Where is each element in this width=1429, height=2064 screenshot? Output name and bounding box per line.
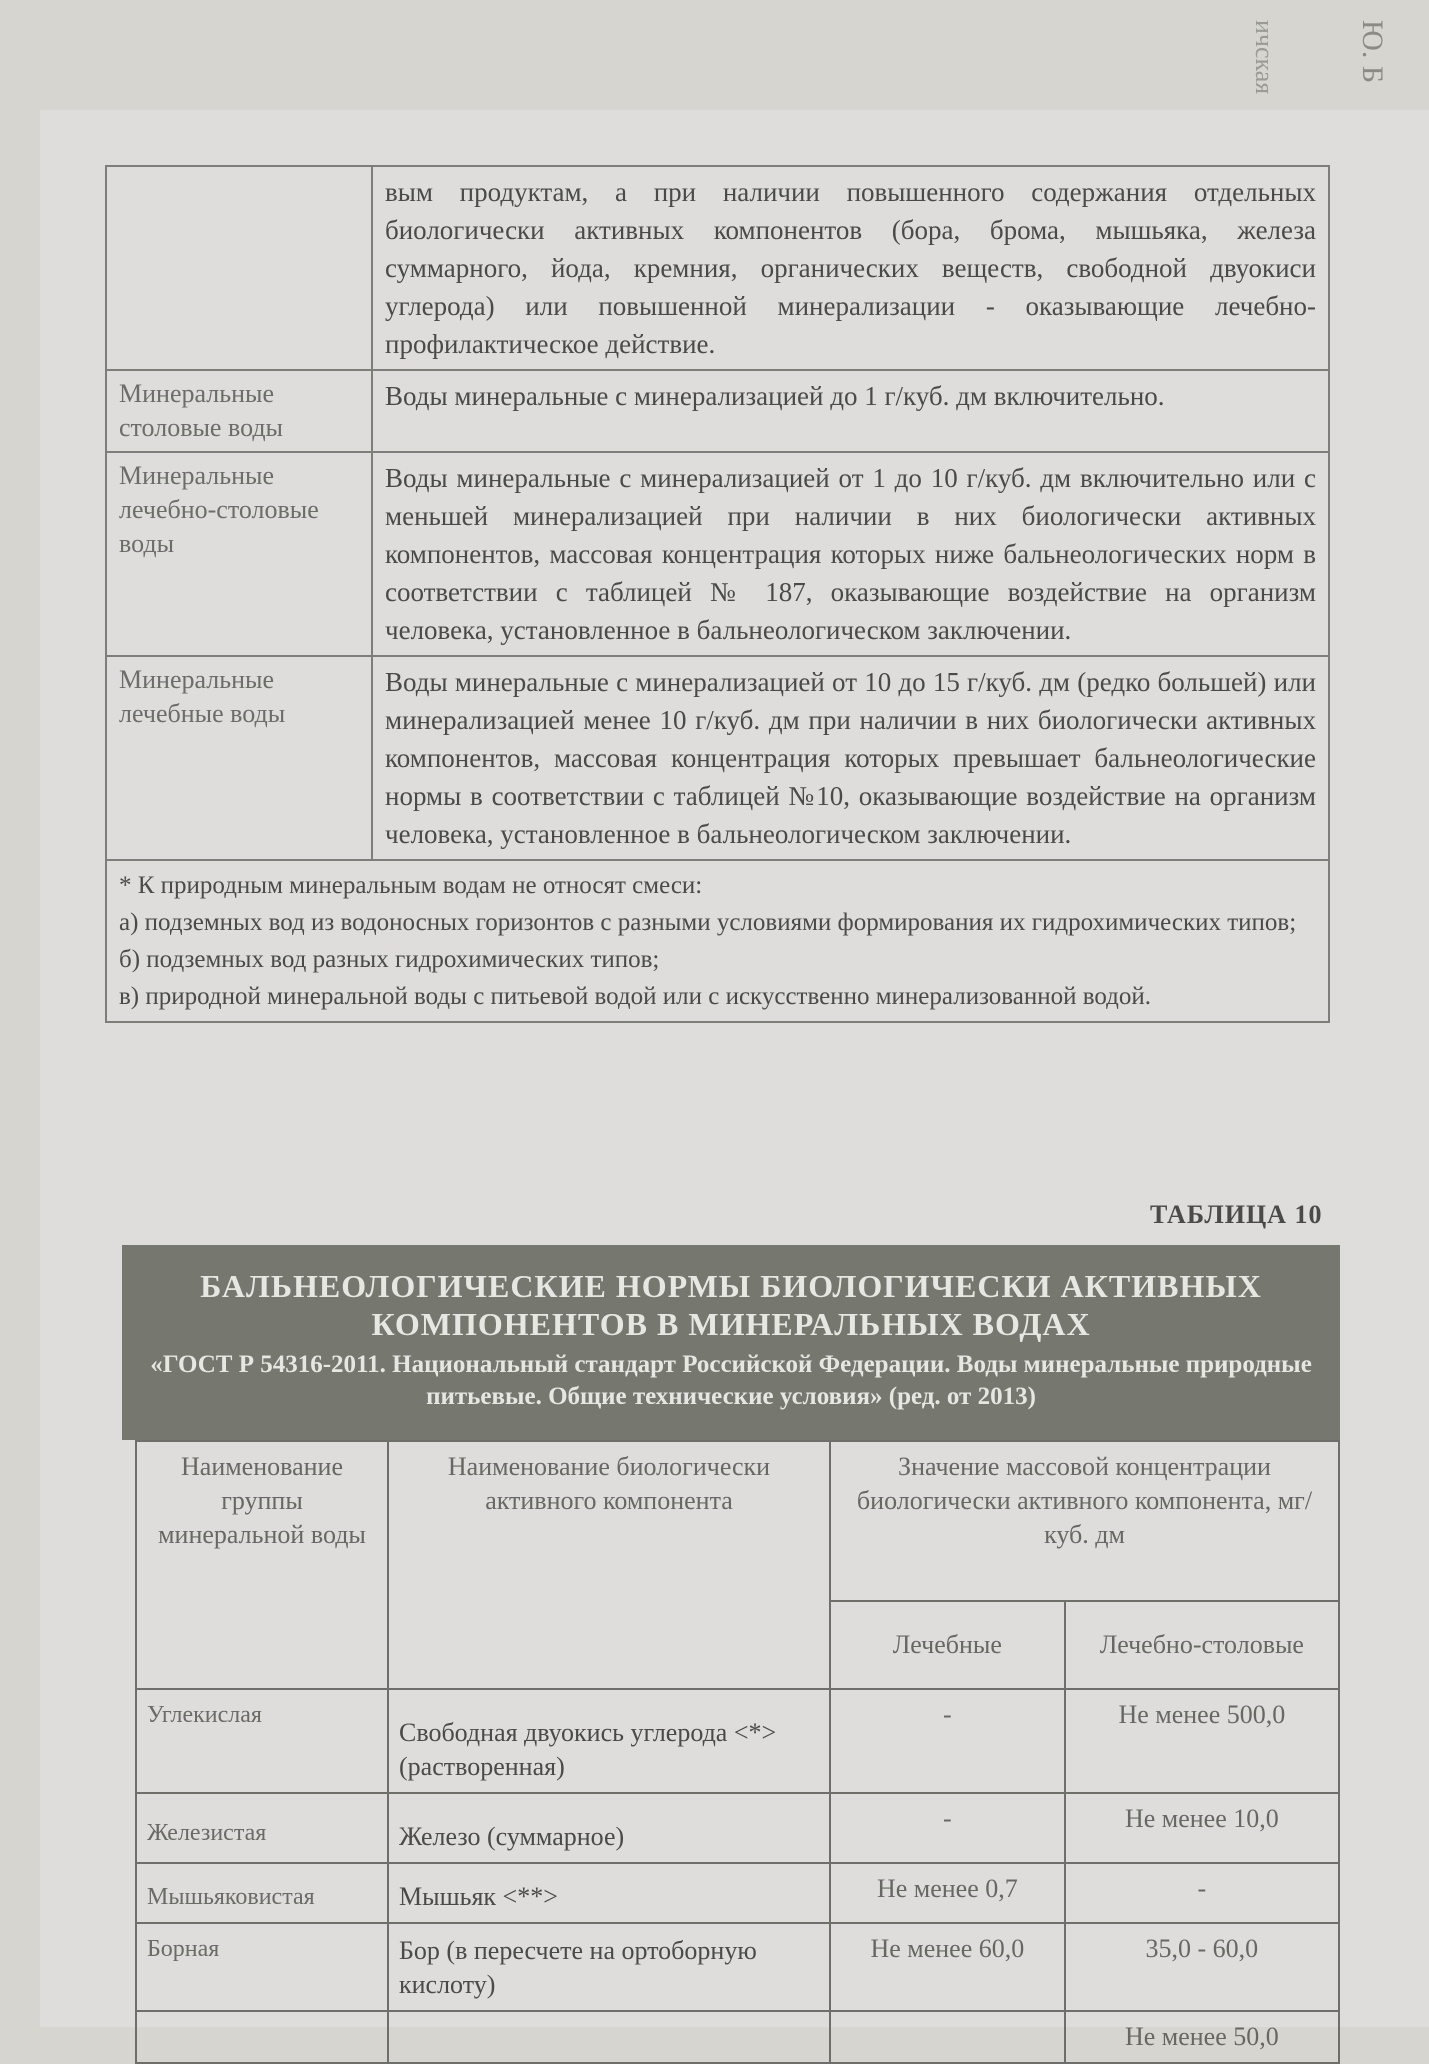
table-row <box>136 2011 1339 2063</box>
table-row <box>106 166 1329 370</box>
component-cell: Бор (в пересчете на ортоборную кислоту) <box>388 1923 830 2011</box>
table-row <box>106 656 1329 860</box>
definition-cell: Воды минеральные с минерализацией до 1 г/куб. дм включительно. <box>372 370 1329 452</box>
page-edge-side-text: ичская <box>1250 20 1279 95</box>
table-row <box>106 452 1329 656</box>
table-row <box>136 1923 1339 2011</box>
group-cell: Мышьяковистая <box>136 1863 388 1923</box>
header-group: Наименование группы минеральной воды <box>136 1441 388 1689</box>
header-medicinal: Лечебные <box>830 1601 1065 1689</box>
group-name-cell: Минеральные столовые воды <box>106 370 372 452</box>
header-row <box>136 1441 1339 1601</box>
definition-cell: Воды минеральные с минерализацией от 10 до 15 г/куб. дм (редко большей) или минерализацией менее 10 г/куб. дм при наличии в них биологически активных компонентов, массовая концентрация которых превышает бальнеологические нормы в соответствии с таблицей №10, оказывающие воздействие на организм человека, установленное в бальнеологическом заключении. <box>372 656 1329 860</box>
table-row <box>106 370 1329 452</box>
header-table-medicinal: Лечебно-столовые <box>1065 1601 1339 1689</box>
table-row <box>136 1689 1339 1793</box>
group-name-cell <box>106 166 372 370</box>
table-title-banner <box>122 1245 1340 1440</box>
table-medicinal-value: Не менее 50,0 <box>1065 2011 1339 2063</box>
table-row <box>136 1863 1339 1923</box>
header-component: Наименование биологически активного компонента <box>388 1441 830 1689</box>
footnote-line: а) подземных вод из водоносных горизонтов с разными условиями формирования их гидрохимических типов; <box>119 909 1297 936</box>
group-name-cell: Минеральные лечебные воды <box>106 656 372 860</box>
norms-table <box>135 1440 1340 2064</box>
page-edge-text: Ю. Б <box>1356 20 1389 84</box>
table-medicinal-value: Не менее 500,0 <box>1065 1689 1339 1793</box>
table-title: БАЛЬНЕОЛОГИЧЕСКИЕ НОРМЫ БИОЛОГИЧЕСКИ АКТИВНЫХ КОМПОНЕНТОВ В МИНЕРАЛЬНЫХ ВОДАХ <box>200 1268 1262 1342</box>
group-cell <box>136 2011 388 2063</box>
table-medicinal-value: - <box>1065 1863 1339 1923</box>
definitions-table <box>105 165 1330 1023</box>
table-medicinal-value: 35,0 - 60,0 <box>1065 1923 1339 2011</box>
group-cell: Борная <box>136 1923 388 2011</box>
group-cell: Железистая <box>136 1793 388 1863</box>
table-source: «ГОСТ Р 54316-2011. Национальный стандарт Российской Федерации. Воды минеральные природные питьевые. Общие технические условия» (ред. от 2013) <box>150 1351 1312 1410</box>
footnote-cell <box>106 860 1329 1022</box>
medicinal-value: Не менее 0,7 <box>830 1863 1065 1923</box>
medicinal-value: Не менее 60,0 <box>830 1923 1065 2011</box>
component-cell: Железо (суммарное) <box>388 1793 830 1863</box>
medicinal-value <box>830 2011 1065 2063</box>
footnote-line: * К природным минеральным водам не относят смеси: <box>119 872 703 899</box>
component-cell: Мышьяк <**> <box>388 1863 830 1923</box>
definition-cell: Воды минеральные с минерализацией от 1 до 10 г/куб. дм включительно или с меньшей минерализацией при наличии в них биологически активных компонентов, массовая концентрация которых ниже бальнеологических норм в соответствии с таблицей № 187, оказывающие воздействие на организм человека, установленное в бальнеологическом заключении. <box>372 452 1329 656</box>
component-cell: Свободная двуокись углерода <*> (растворенная) <box>388 1689 830 1793</box>
group-name-cell: Минеральные лечебно-столовые воды <box>106 452 372 656</box>
component-cell <box>388 2011 830 2063</box>
table-number-label: ТАБЛИЦА 10 <box>1150 1200 1323 1229</box>
medicinal-value: - <box>830 1793 1065 1863</box>
table-note-row <box>106 860 1329 1022</box>
footnote-line: в) природной минеральной воды с питьевой водой или с искусственно минерализованной водой. <box>119 983 1152 1010</box>
table-medicinal-value: Не менее 10,0 <box>1065 1793 1339 1863</box>
header-value: Значение массовой концентрации биологически активного компонента, мг/куб. дм <box>830 1441 1339 1601</box>
definition-cell: вым продуктам, а при наличии повышенного содержания отдельных биологически активных компонентов (бора, брома, мышьяка, железа суммарного, йода, кремния, органических веществ, свободной двуокиси углерода) или повышенной минерализации - оказывающие лечебно-профилактическое действие. <box>372 166 1329 370</box>
footnote-line: б) подземных вод разных гидрохимических типов; <box>119 946 660 973</box>
table-row <box>136 1793 1339 1863</box>
medicinal-value: - <box>830 1689 1065 1793</box>
group-cell: Углекислая <box>136 1689 388 1793</box>
